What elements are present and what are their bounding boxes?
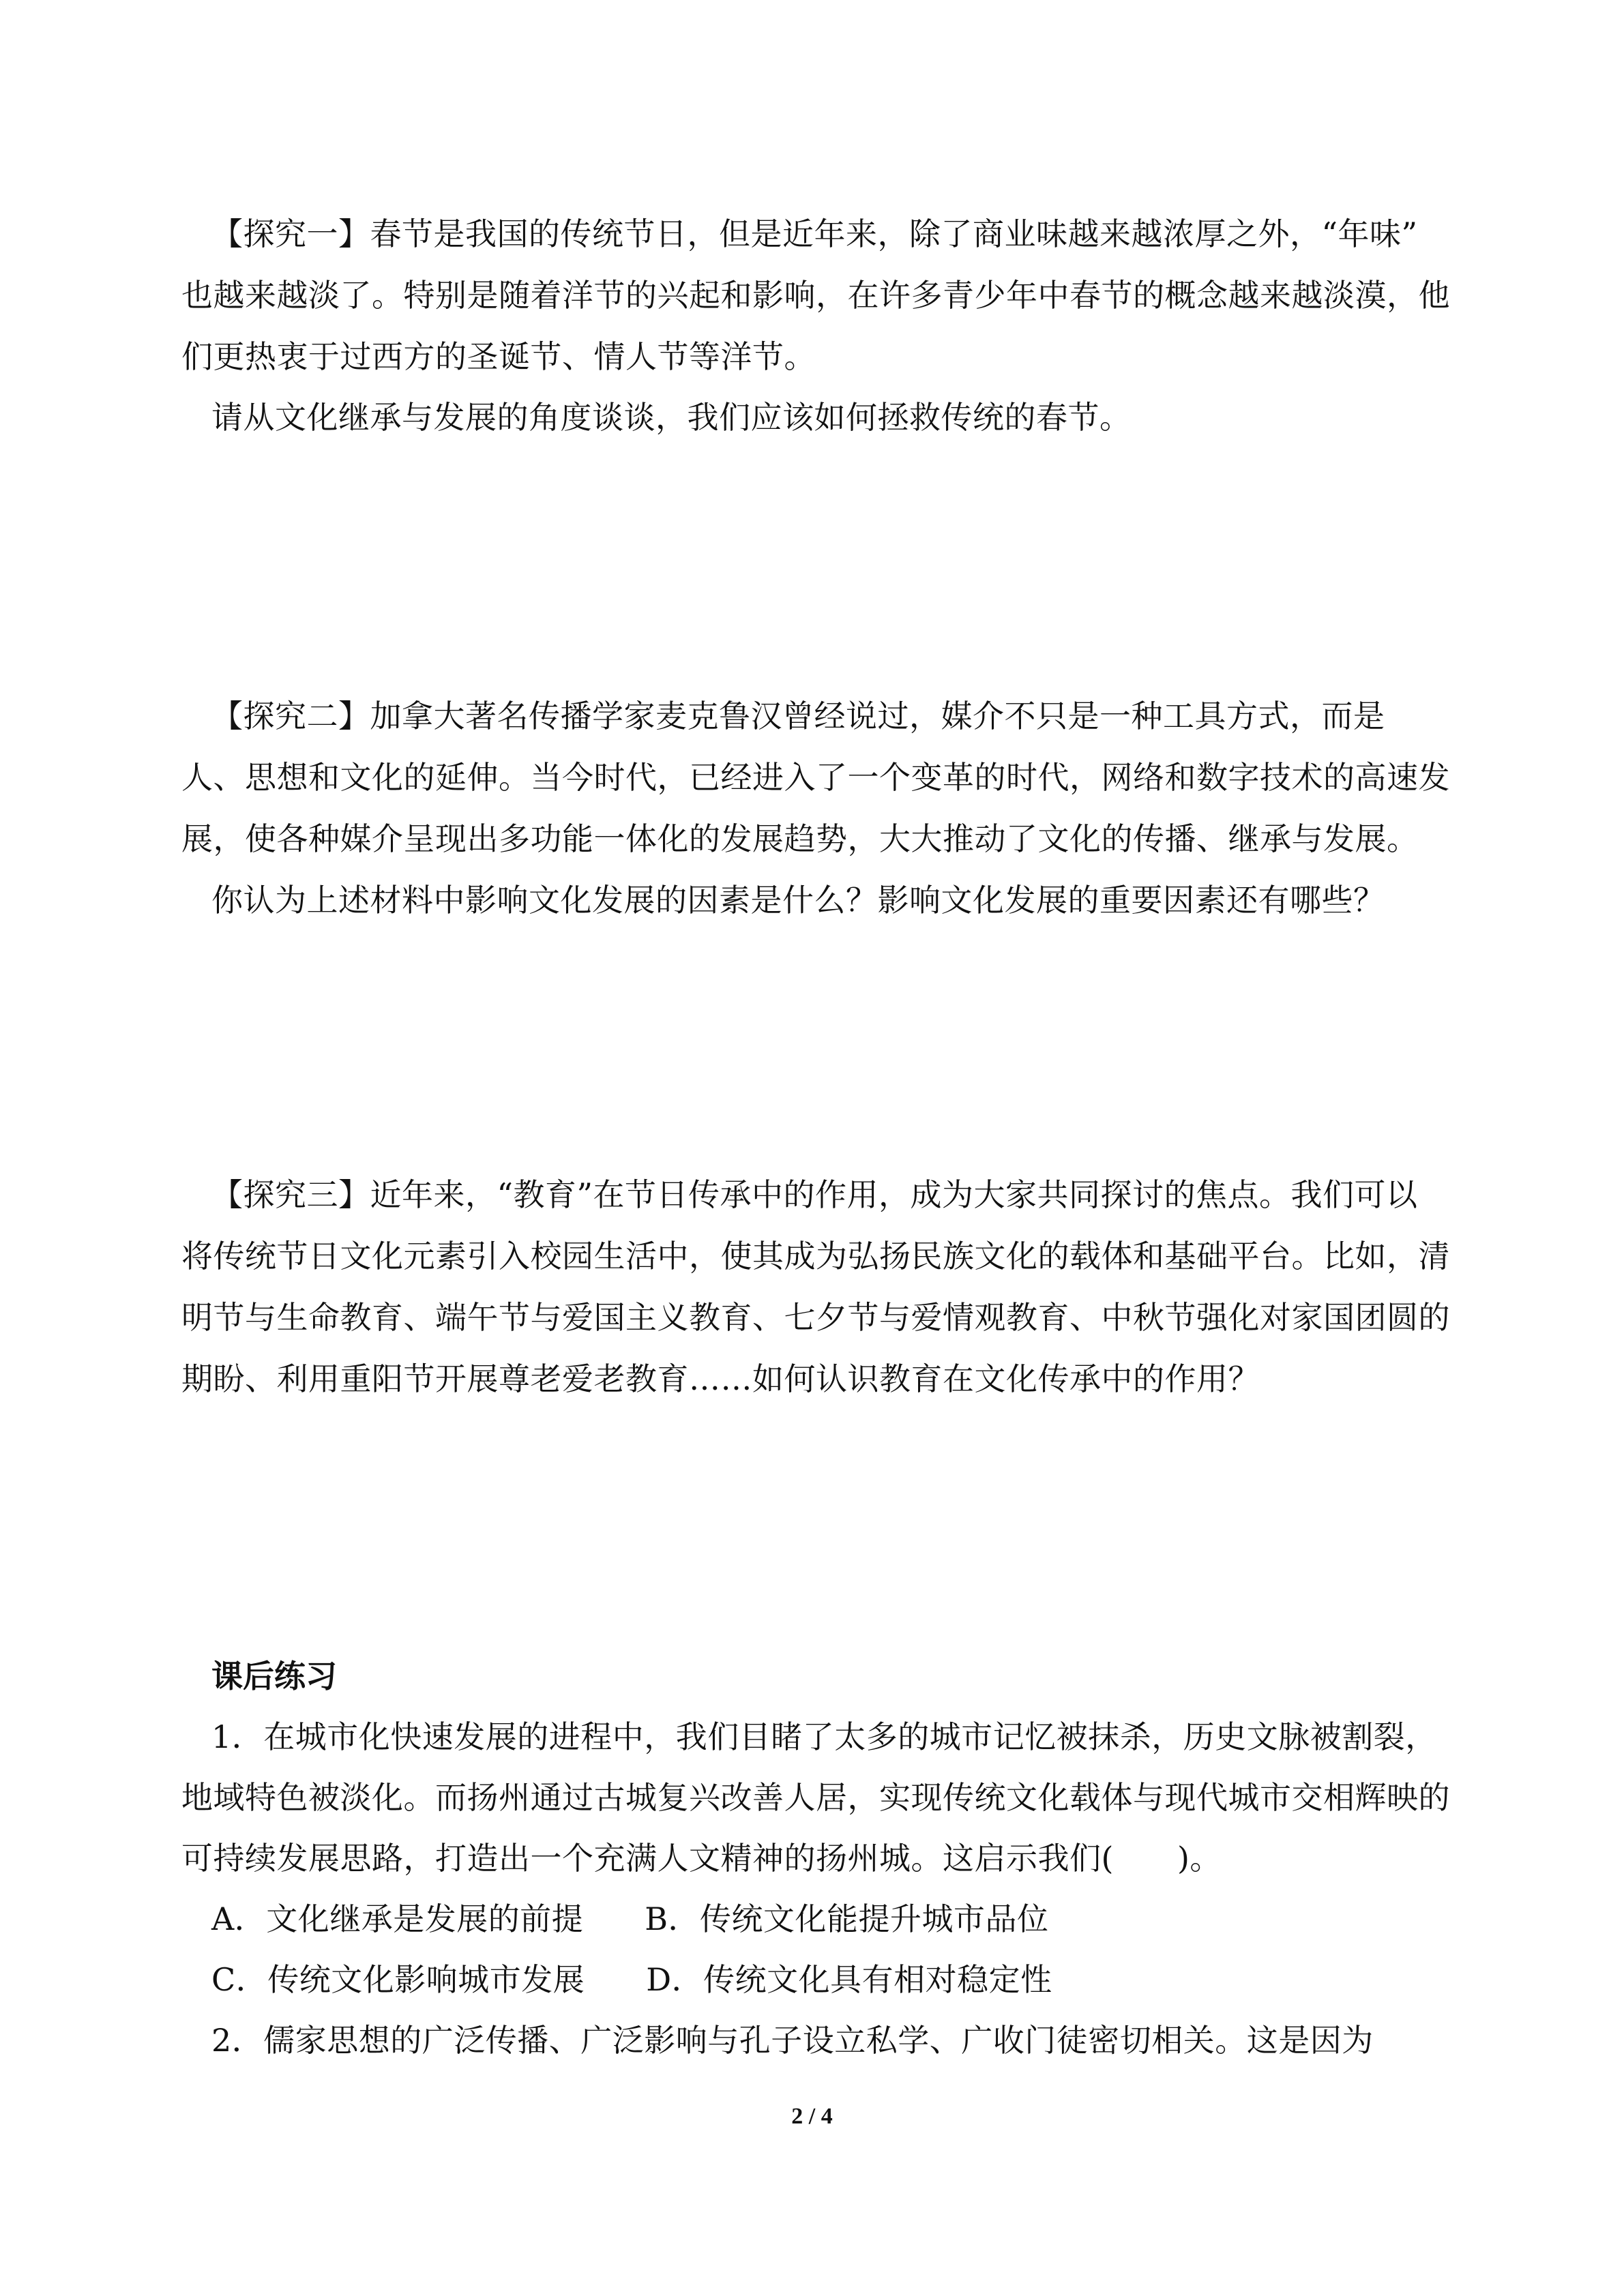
inquiry2-line-3: 展，使各种媒介呈现出多功能一体化的发展趋势，大大推动了文化的传播、继承与发展。 (181, 820, 1419, 857)
inquiry1-line-3: 们更热衷于过西方的圣诞节、情人节等洋节。 (181, 338, 816, 375)
inquiry2-line-2: 人、思想和文化的延伸。当今时代，已经进入了一个变革的时代，网络和数字技术的高速发 (181, 759, 1450, 796)
option-a: A．文化继承是发展的前提 (211, 1900, 584, 1937)
inquiry3-line-2: 将传统节日文化元素引入校园生活中，使其成为弘扬民族文化的载体和基础平台。比如，清 (181, 1238, 1450, 1274)
question1-line-1: 1．在城市化快速发展的进程中，我们目睹了太多的城市记忆被抹杀，历史文脉被割裂， (211, 1718, 1437, 1755)
exercise-heading: 课后练习 (211, 1658, 337, 1695)
option-d: D．传统文化具有相对稳定性 (646, 1961, 1052, 1998)
inquiry1-line-1: 【探究一】春节是我国的传统节日，但是近年来，除了商业味越来越浓厚之外，“年味” (211, 215, 1418, 252)
question1-line-2: 地域特色被淡化。而扬州通过古城复兴改善人居，实现传统文化载体与现代城市交相辉映的 (181, 1779, 1450, 1816)
question2-line-1: 2．儒家思想的广泛传播、广泛影响与孔子设立私学、广收门徒密切相关。这是因为 (211, 2022, 1374, 2059)
inquiry2-question: 你认为上述材料中影响文化发展的因素是什么？影响文化发展的重要因素还有哪些？ (211, 882, 1385, 919)
page-number: 2 / 4 (791, 2104, 833, 2129)
inquiry3-line-1: 【探究三】近年来，“教育”在节日传承中的作用，成为大家共同探讨的焦点。我们可以 (211, 1176, 1418, 1213)
question1-options-row-1 (211, 1898, 1507, 1939)
question1-options-row-2 (211, 1959, 1507, 2000)
inquiry3-line-3: 明节与生命教育、端午节与爱国主义教育、七夕节与爱情观教育、中秋节强化对家国团圆的 (181, 1299, 1450, 1336)
question1-line-3: 可持续发展思路，打造出一个充满人文精神的扬州城。这启示我们( )。 (181, 1840, 1222, 1877)
inquiry2-line-1: 【探究二】加拿大著名传播学家麦克鲁汉曾经说过，媒介不只是一种工具方式，而是 (211, 698, 1385, 734)
option-b: B．传统文化能提升城市品位 (645, 1900, 1049, 1937)
inquiry1-question: 请从文化继承与发展的角度谈谈，我们应该如何拯救传统的春节。 (211, 399, 1132, 436)
option-c: C．传统文化影响城市发展 (211, 1961, 585, 1998)
inquiry3-line-4: 期盼、利用重阳节开展尊老爱老教育……如何认识教育在文化传承中的作用？ (181, 1360, 1260, 1397)
inquiry1-line-2: 也越来越淡了。特别是随着洋节的兴起和影响，在许多青少年中春节的概念越来越淡漠，他 (181, 277, 1450, 314)
